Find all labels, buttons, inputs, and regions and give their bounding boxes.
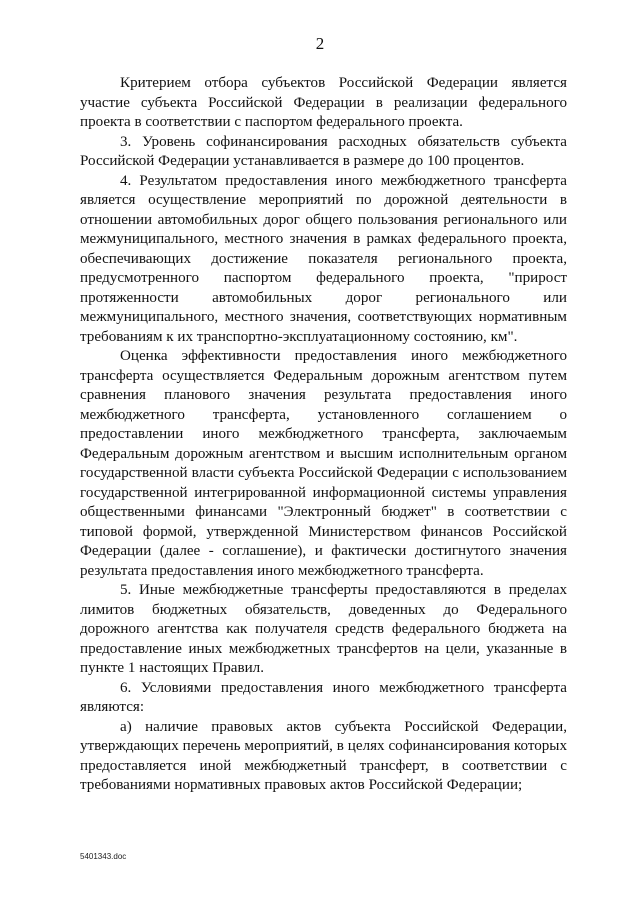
- paragraph-6-conditions: 6. Условиями предоставления иного межбюджетного трансферта являются:: [80, 679, 567, 715]
- page-number: 2: [315, 34, 325, 53]
- paragraph-3-cofinancing-level: 3. Уровень софинансирования расходных обязательств субъекта Российской Федерации устанавливается в размере до 100 процентов.: [80, 133, 567, 169]
- paragraph-5-limits: 5. Иные межбюджетные трансферты предоставляются в пределах лимитов бюджетных обязательств, доведенных до Федерального дорожного агентства как получателя средств федерального бюджета на предоставление иных межбюджетных трансфертов на цели, указанные в пункте 1 настоящих Правил.: [80, 582, 567, 676]
- paragraph-selection-criterion: Критерием отбора субъектов Российской Федерации является участие субъекта Российской Федерации в реализации федерального проекта в соответствии с паспортом федерального проекта.: [80, 75, 567, 130]
- paragraph-efficiency-evaluation: Оценка эффективности предоставления иного межбюджетного трансферта осуществляется Федеральным дорожным агентством путем сравнения планового значения результата предоставления иного межбюджетного трансферта, установленного соглашением о предоставлении иного межбюджетного трансферта, заключаемым Федеральным дорожным агентством и высшим исполнительным органом государственной власти субъекта Российской Федерации с использованием государственной интегрированной информационной системы управления общественными финансами "Электронный бюджет" в соответствии с типовой формой, утвержденной Министерством финансов Российской Федерации (далее - соглашение), и фактически достигнутого значения результата предоставления иного межбюджетного трансферта.: [80, 348, 567, 579]
- document-body: [80, 74, 567, 796]
- paragraph-6a-legal-acts: а) наличие правовых актов субъекта Российской Федерации, утверждающих перечень мероприятий, в целях софинансирования которых предоставляется иной межбюджетный трансферт, в соответствии с требованиями нормативных правовых актов Российской Федерации;: [80, 718, 567, 793]
- paragraph-4-result: 4. Результатом предоставления иного межбюджетного трансферта является осуществление мероприятий по дорожной деятельности в отношении автомобильных дорог общего пользования регионального или межмуниципального, местного значения в рамках федерального проекта, обеспечивающих достижение показателя регионального проекта, предусмотренного паспортом федерального проекта, "прирост протяженности автомобильных дорог регионального или межмуниципального, местного значения, соответствующих нормативным требованиям к их транспортно-эксплуатационному состоянию, км".: [80, 172, 567, 345]
- footer-filename: 5401343.doc: [80, 852, 127, 861]
